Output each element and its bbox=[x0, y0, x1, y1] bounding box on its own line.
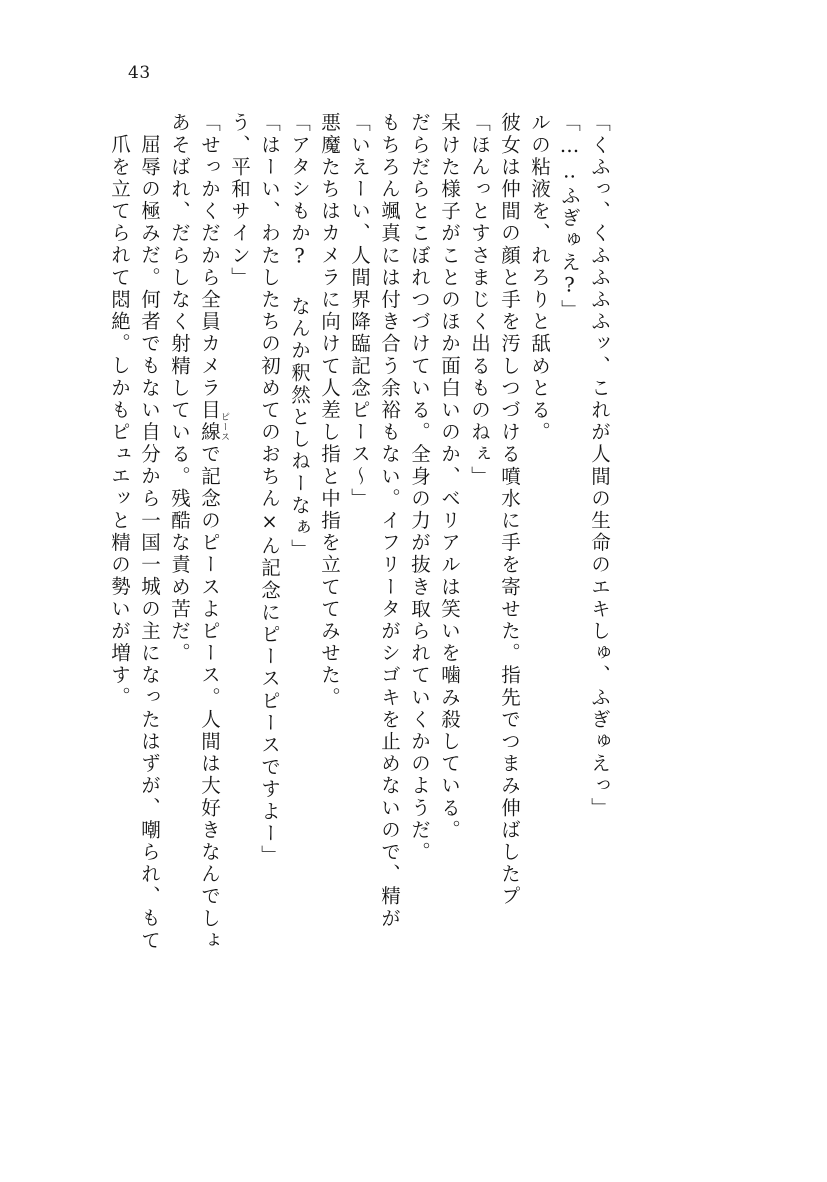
page-number: 43 bbox=[128, 63, 151, 83]
text-line: あそばれ、だらしなく射精している。残酷な責め苦だ。 bbox=[168, 112, 191, 665]
text-line: 爪を立てられて悶絶。しかもピュエッと精の勢いが増す。 bbox=[108, 134, 131, 709]
text-line: 「いえーい、人間界降臨記念ピース〜」 bbox=[348, 112, 371, 510]
ruby-annotation: ピース bbox=[219, 412, 229, 442]
text-line: 屈辱の極みだ。何者でもない自分から一国一城の主になったはずが、嘲られ、もて bbox=[138, 134, 161, 952]
text-line: 彼女は仲間の顔と手を汚しつづける噴水に手を寄せた。指先でつまみ伸ばしたプ bbox=[498, 112, 521, 908]
text-line: 「はーい、わたしたちの初めてのおちん×ん記念にピースピースですよー」 bbox=[258, 112, 281, 867]
text-line: 「アタシもか? なんか釈然としねーなぁ」 bbox=[288, 112, 311, 561]
text-line: う、平和サイン」 bbox=[228, 112, 251, 289]
text-line: もちろん颯真には付き合う余裕もない。イフリータがシゴキを止めないので、精が bbox=[378, 112, 401, 930]
text-line: 「…‥ふぎゅえ?」 bbox=[558, 112, 581, 322]
text-line: だらだらとこぼれつづけている。全身の力が抜き取られていくかのようだ。 bbox=[408, 112, 431, 864]
text-line: 「くふっ、くふふふふッ、これが人間の生命のエキしゅ、ふぎゅえっ」 bbox=[588, 112, 611, 820]
text-line: ルの粘液を、れろりと舐めとる。 bbox=[528, 112, 551, 444]
text-line: 「せっかくだから全員カメラ目線で記念のピースよピース。人間は大好きなんでしょ ピース bbox=[198, 112, 229, 952]
text-line: 「ほんっとすさまじく出るものねぇ」 bbox=[468, 112, 491, 488]
text-line: 悪魔たちはカメラに向けて人差し指と中指を立ててみせた。 bbox=[318, 112, 341, 709]
vertical-text-body bbox=[99, 112, 739, 1122]
text-line: 呆けた様子がことのほか面白いのか、ベリアルは笑いを噛み殺している。 bbox=[438, 112, 461, 842]
